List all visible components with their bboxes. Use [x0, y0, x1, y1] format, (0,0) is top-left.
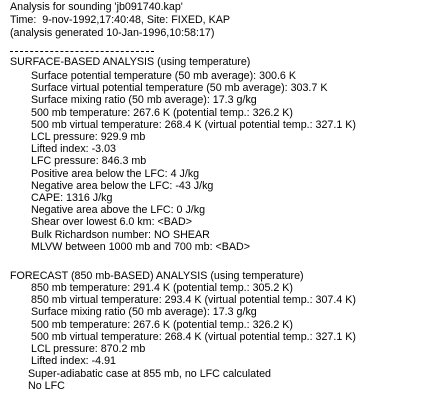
surface-line: Negative area below the LFC: -43 J/kg: [31, 180, 214, 192]
surface-line: 500 mb virtual temperature: 268.4 K (virtual potential temp.: 327.1 K): [31, 119, 356, 131]
surface-line: 500 mb temperature: 267.6 K (potential temp.: 326.2 K): [31, 107, 293, 119]
forecast-line: 850 mb temperature: 291.4 K (potential temp.: 305.2 K): [31, 282, 293, 294]
forecast-line: Lifted index: -4.91: [31, 355, 116, 367]
surface-line: MLVW between 1000 mb and 700 mb: <BAD>: [31, 241, 251, 253]
forecast-line: 500 mb temperature: 267.6 K (potential temp.: 326.2 K): [31, 319, 293, 331]
forecast-line: 500 mb virtual temperature: 268.4 K (virtual potential temp.: 327.1 K): [31, 331, 356, 343]
forecast-line: LCL pressure: 870.2 mb: [31, 343, 146, 355]
surface-heading: SURFACE-BASED ANALYSIS (using temperature): [10, 56, 251, 68]
forecast-no-lfc: No LFC: [28, 380, 65, 392]
surface-line: Positive area below the LFC: 4 J/kg: [31, 168, 200, 180]
forecast-line: Surface mixing ratio (50 mb average): 17.3 g/kg: [31, 306, 257, 318]
surface-line: Lifted index: -3.03: [31, 143, 116, 155]
surface-line: CAPE: 1316 J/kg: [31, 192, 113, 204]
surface-line: LFC pressure: 846.3 mb: [31, 155, 147, 167]
forecast-line: 850 mb virtual temperature: 293.4 K (virtual potential temp.: 307.4 K): [31, 294, 356, 306]
forecast-heading: FORECAST (850 mb-BASED) ANALYSIS (using temperature): [10, 270, 304, 282]
surface-line: Surface potential temperature (50 mb average): 300.6 K: [31, 70, 296, 82]
header-separator: [10, 51, 154, 52]
report-title: Analysis for sounding 'jb091740.kap': [10, 1, 183, 13]
surface-line: Shear over lowest 6.0 km: <BAD>: [31, 216, 192, 228]
report-time: Time: 9-nov-1992,17:40:48, Site: FIXED, KAP: [10, 14, 230, 26]
surface-line: Bulk Richardson number: NO SHEAR: [31, 229, 210, 241]
surface-line: Surface virtual potential temperature (50 mb average): 303.7 K: [31, 82, 328, 94]
surface-line: LCL pressure: 929.9 mb: [31, 131, 146, 143]
surface-line: Negative area above the LFC: 0 J/kg: [31, 204, 206, 216]
surface-line: Surface mixing ratio (50 mb average): 17.3 g/kg: [31, 94, 257, 106]
forecast-note: Super-adiabatic case at 855 mb, no LFC calculated: [28, 368, 271, 380]
report-generated: (analysis generated 10-Jan-1996,10:58:17): [10, 27, 215, 39]
